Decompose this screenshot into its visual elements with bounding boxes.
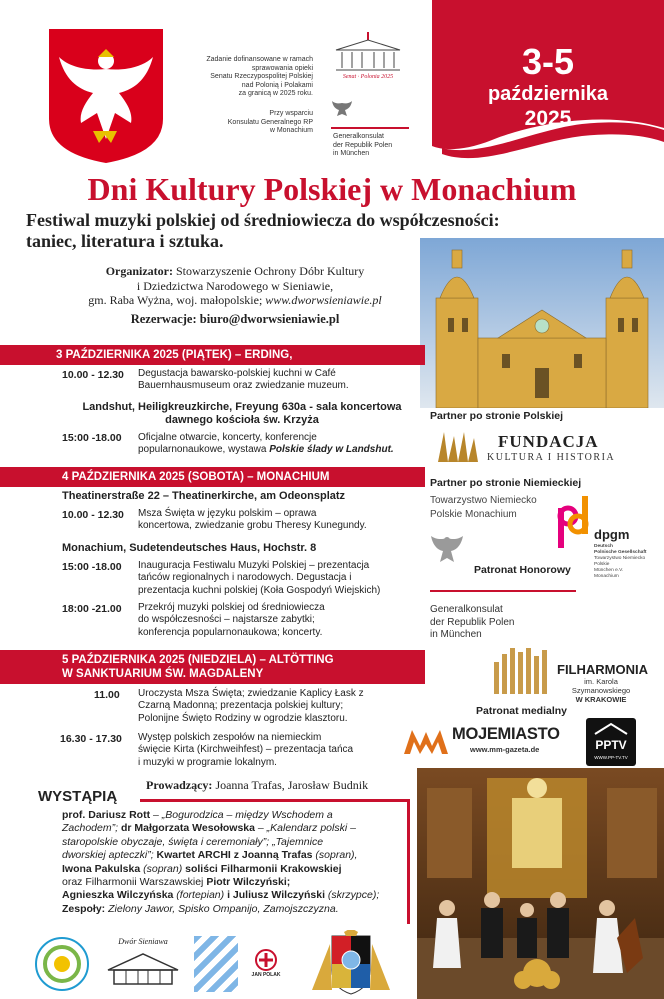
day3-event2-desc: [138, 732, 353, 769]
tnp-line: Polskie Monachium: [430, 509, 517, 520]
day2-event2-time: 15:00 -18.00: [62, 561, 122, 573]
performer-name: soliści Filharmonii Krakowskiej: [185, 862, 342, 875]
day1-venue: [62, 401, 422, 427]
mojemiasto-m-icon: [402, 726, 450, 756]
performer-name: i Juliusz Wilczyński: [227, 889, 326, 902]
day2-venue1: Theatinerstraße 22 – Theatinerkirche, am Odeonsplatz: [62, 490, 346, 502]
dpgm-line: Towarzystwo Niemiecko: [594, 556, 646, 561]
dpgm-line: Monachium: [594, 574, 619, 579]
fundacja-sub: KULTURA I HISTORIA: [487, 452, 616, 463]
performer-role: (skrzypce);: [325, 889, 380, 902]
subtitle-line: Festiwal muzyki polskiej od średniowiecza do współczesności:: [26, 210, 500, 230]
desc-line: Degustacja bawarsko-polskiej kuchni w Café: [138, 368, 336, 379]
gk-line: Generalkonsulat: [430, 604, 503, 615]
media-label: Patronat medialny: [476, 705, 568, 717]
page-title: Dni Kultury Polskiej w Monachium: [87, 171, 577, 207]
desc-line: Występ polskich zespołów na niemieckim: [138, 732, 322, 743]
support-note: [188, 110, 313, 136]
performer-topic: Zachodem”;: [62, 822, 121, 835]
consulate-eagle-icon: [331, 100, 353, 122]
partner-pl-label: Partner po stronie Polskiej: [430, 410, 564, 422]
pptv-name: PPTV: [595, 738, 627, 752]
day3-event1-desc: [138, 688, 364, 725]
pptv-screen-icon: [593, 722, 629, 736]
day3-event2-time: 16.30 - 17.30: [60, 733, 122, 745]
organizer-website[interactable]: www.dworwsieniawie.pl: [265, 293, 382, 307]
performers-frame-top: [140, 799, 410, 802]
performer-name: Piotr Wilczyński;: [206, 876, 291, 889]
eagle-icon: [430, 534, 464, 570]
partner-de-label: Partner po stronie Niemieckiej: [430, 477, 582, 489]
performer-role: (sopran): [140, 862, 186, 875]
senat-logo: [328, 30, 408, 80]
venue-line: dawnego kościoła św. Krzyża: [165, 414, 319, 426]
subtitle-line: taniec, literatura i sztuka.: [26, 231, 224, 251]
desc-line: Oficjalne otwarcie, koncerty, konferencje: [138, 432, 317, 443]
date-range: 3-5: [521, 41, 575, 82]
performer-ensembles: Zielony Jawor, Spisko Ompanijo, Zamojszczyzna.: [105, 902, 339, 915]
desc-line: i muzyki w programie lokalnym.: [138, 756, 277, 768]
performer-name: prof. Dariusz Rott: [62, 809, 151, 821]
organizer: [60, 264, 410, 326]
funding-note: [188, 56, 313, 99]
consulate-line: in München: [333, 150, 370, 157]
day2-event3-time: 18:00 -21.00: [62, 603, 122, 615]
footer-jan-polak-logo: [238, 938, 294, 994]
filharmonia-logo-icon: [494, 648, 552, 694]
day2-event1-time: 10.00 - 12.30: [62, 509, 124, 521]
dpgm-line: Polskie: [594, 562, 610, 567]
day2-venue2: Monachium, Sudetendeutsches Haus, Hochstr. 8: [62, 542, 317, 554]
performer-text: oraz Filharmonii Warszawskiej: [62, 876, 207, 889]
venue-line: Landshut, Heiligkreuzkirche, Freyung 630a - sala koncertowa: [82, 401, 402, 413]
hosts-names: Joanna Trafas, Jarosław Budnik: [212, 778, 369, 792]
fundacja-name: FUNDACJA: [498, 432, 599, 451]
funding-line: za granicą w 2025 roku.: [238, 90, 313, 97]
desc-line: Przekrój muzyki polskiej od średniowiecza: [138, 602, 325, 613]
dpgm-name: dpgm: [594, 527, 630, 542]
organizer-text: gm. Raba Wyżna, woj. małopolskie;: [88, 293, 266, 307]
filharmonia-name: FILHARMONIA: [557, 662, 648, 677]
day1-event2-desc: [138, 432, 394, 457]
desc-line: do współczesności – najstarsze zabytki;: [138, 614, 315, 626]
performer-role: (sopran),: [312, 849, 358, 862]
day3-bar: [0, 650, 425, 684]
filharmonia-sub-line: im. Karola Szymanowskiego: [571, 677, 631, 695]
desc-line: Czarną Madonną; prezentacja polskiej kultury;: [138, 700, 344, 712]
polish-coat-of-arms: [47, 27, 165, 165]
desc-line: Uroczysta Msza Święta; zwiedzanie Kaplicy Łask z: [138, 688, 364, 699]
day2-event1-desc: [138, 508, 367, 533]
support-line: Konsulatu Generalnego RP: [227, 118, 313, 126]
performer-role: (fortepian): [173, 889, 228, 902]
support-line: Przy wsparciu: [269, 110, 313, 117]
mojemiasto-url: www.mm-gazeta.de: [470, 745, 540, 754]
day2-event3-desc: [138, 602, 325, 639]
footer-dwor-logo: [100, 940, 186, 988]
support-line: w Monachium: [269, 127, 313, 134]
divider: [430, 590, 576, 592]
tnp-line: Towarzystwo Niemiecko: [430, 495, 537, 506]
pptv-url: WWW.PP-TV.TV: [594, 755, 628, 760]
dpgm-sub: [594, 544, 647, 580]
jan-polak-label: JAN POLAK: [251, 972, 281, 978]
filharmonia-sub-line: W KRAKOWIE: [575, 695, 627, 704]
day3-bar-line: W SANKTUARIUM ŚW. MAGDALENY: [62, 667, 264, 680]
desc-line: prezentacja kuchni polskiej (Koła Gospodyń Wiejskich): [138, 584, 381, 596]
desc-line: popularnonaukowe, wystawa: [138, 444, 270, 456]
date-year: 2025: [524, 107, 572, 130]
theatinerkirche-photo: [420, 238, 664, 408]
day3-event1-time: 11.00: [94, 689, 120, 701]
day2-bar: 4 PAŹDZIERNIKA 2025 (SOBOTA) – MONACHIUM: [0, 467, 425, 487]
performer-topic: – „Bogurodzica – między Wschodem a: [150, 809, 333, 821]
performer-topic: – „Kalendarz polski –: [254, 822, 356, 835]
day3-bar-line: 5 PAŹDZIERNIKA 2025 (NIEDZIELA) – ALTÖTTING: [62, 654, 334, 666]
footer-bavarian-coat-of-arms: [310, 930, 392, 996]
reservation-email[interactable]: biuro@dworwsieniawie.pl: [199, 311, 340, 326]
footer-bavaria-flag: [194, 936, 238, 992]
fundacja-logo-icon: [436, 428, 480, 464]
desc-line: Msza Święta w języku polskim – oprawa: [138, 508, 317, 519]
performer-name: Agnieszka Wilczyńska: [62, 889, 174, 902]
day2-event2-desc: [138, 560, 380, 597]
day1-event2-time: 15:00 -18.00: [62, 432, 122, 444]
dpgm-logo-icon: [556, 494, 592, 548]
desc-line: Inauguracja Festiwalu Muzyki Polskiej – prezentacja: [138, 560, 370, 571]
consulate-note: [333, 133, 392, 159]
date-month: października: [487, 83, 609, 105]
day1-bar: 3 PAŹDZIERNIKA 2025 (PIĄTEK) – ERDING,: [0, 345, 425, 365]
divider: [331, 127, 409, 129]
desc-line: Bauernhausmuseum oraz zwiedzanie muzeum.: [138, 380, 349, 392]
performer-label: Zespoły:: [62, 902, 106, 915]
dpgm-line: Deutsch: [594, 544, 613, 549]
reservation-label: Rezerwacje:: [130, 311, 200, 326]
exhibition-title: Polskie ślady w Landshut.: [269, 444, 394, 456]
concert-photo: [417, 768, 664, 999]
dpgm-line: Polnische Gesellschaft: [594, 550, 647, 555]
funding-line: Senatu Rzeczypospolitej Polskiej: [210, 73, 313, 80]
mojemiasto-name: MOJEMIASTO: [452, 725, 560, 743]
desc-line: tańców regionalnych i narodowych. Degustacja i: [138, 572, 352, 584]
desc-line: koncertowa, zwiedzanie grobu Theresy Kunegundy.: [138, 520, 367, 532]
gk-line: in München: [430, 629, 482, 640]
day1-event1-time: 10.00 - 12.30: [62, 369, 124, 381]
footer-wreath-logo: [34, 936, 90, 992]
dwor-label: Dwór Sieniawa: [118, 937, 168, 946]
performer-name: Iwona Pakulska: [62, 862, 141, 875]
consulate-line: der Republik Polen: [333, 141, 393, 149]
performers-heading: WYSTĄPIĄ: [38, 788, 118, 805]
funding-line: sprawowania opieki: [251, 64, 313, 72]
organizer-text: i Dziedzictwa Narodowego w Sieniawie,: [136, 278, 334, 293]
performer-name: Kwartet ARCHI z Joanną Trafas: [156, 849, 313, 862]
general-consulate: [430, 604, 515, 642]
organizer-text: Stowarzyszenie Ochrony Dóbr Kultury: [173, 264, 365, 278]
consulate-line: Generalkonsulat: [333, 133, 384, 140]
honor-label: Patronat Honorowy: [474, 564, 571, 576]
performer-topic: staropolskie obyczaje, święta i ceremoniały”; „Tajemnice: [62, 835, 324, 848]
senat-logo-text: Senat · Polonia 2025: [342, 74, 394, 80]
tnp-name: [430, 494, 537, 522]
performers-list: [62, 809, 408, 916]
desc-line: święcie Kirta (Kirchweihfest) – prezentacja tańca: [138, 744, 354, 756]
hosts-label: Prowadzący:: [146, 778, 213, 792]
dpgm-line: München e.V.: [594, 568, 624, 573]
funding-line: nad Polonią i Polakami: [241, 81, 313, 89]
performer-topic: dworskiej apteczki”;: [62, 849, 157, 862]
desc-line: konferencja popularnonaukowa; koncerty.: [138, 626, 323, 638]
performer-name: dr Małgorzata Wesołowska: [120, 822, 255, 835]
date-block: [432, 42, 664, 132]
day1-event1-desc: [138, 368, 349, 393]
filharmonia-sub: [557, 677, 645, 704]
gk-line: der Republik Polen: [430, 616, 515, 628]
organizer-label: Organizator:: [105, 264, 173, 278]
funding-line: Zadanie dofinansowane w ramach: [206, 56, 313, 63]
desc-line: Polonijne Święto Rodziny w ogrodzie klasztoru.: [138, 712, 348, 724]
hosts: [146, 778, 368, 793]
